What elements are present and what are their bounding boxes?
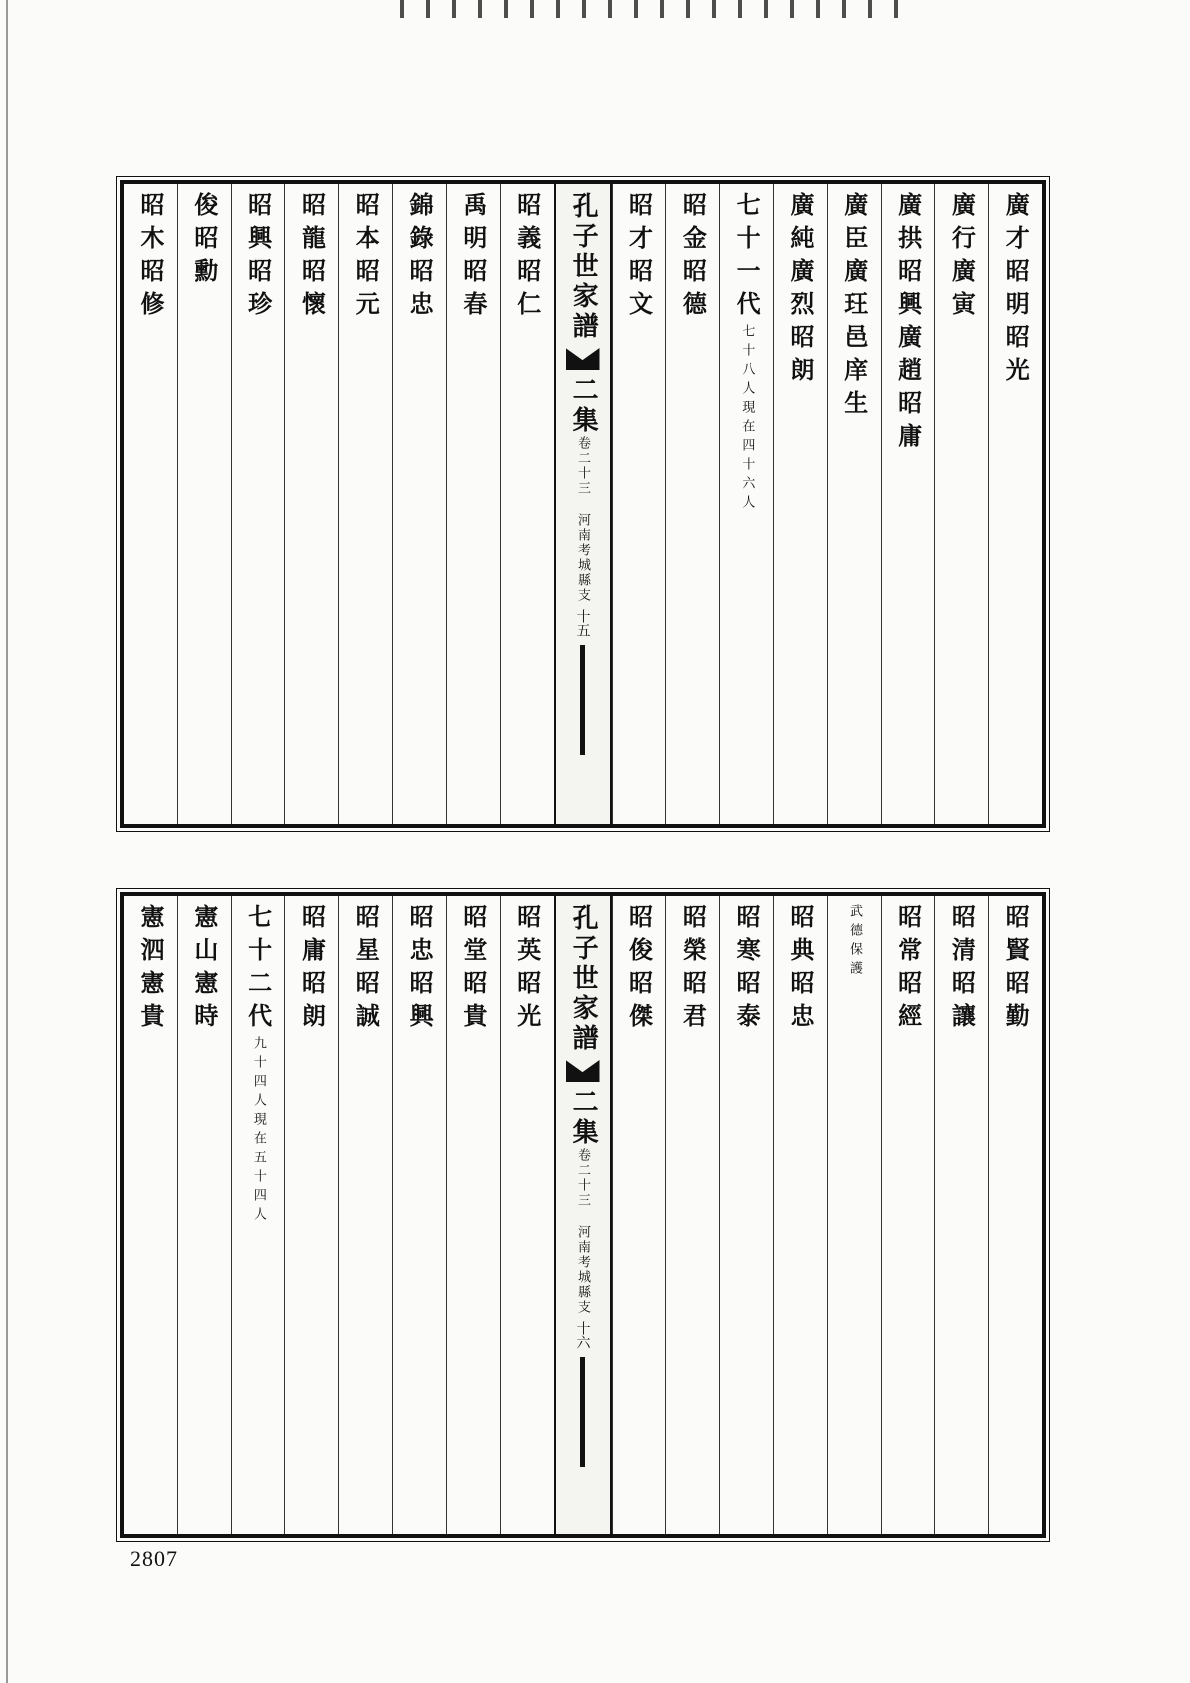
column-text: 昭堂 xyxy=(458,904,488,970)
top-cropped-marks xyxy=(400,0,920,18)
column-text: 昭讓 xyxy=(947,970,977,1036)
column-text: 昭興 xyxy=(243,192,273,258)
column-text: 憲泗 xyxy=(136,904,165,970)
text-column xyxy=(446,184,500,824)
text-column xyxy=(500,896,554,1534)
text-column xyxy=(177,896,231,1534)
column-text: 昭珍 xyxy=(243,258,273,324)
text-column xyxy=(612,896,666,1534)
page-panel-top xyxy=(120,180,1046,828)
column-text: 昭常 xyxy=(893,904,923,970)
column-text: 昭忠 xyxy=(785,970,815,1036)
folio-bar xyxy=(580,645,585,755)
column-text: 昭賢 xyxy=(1001,904,1031,970)
generation-column xyxy=(719,184,773,824)
column-text: 廣臣 xyxy=(839,192,869,258)
column-text: 憲時 xyxy=(189,970,219,1036)
column-text: 廣烈昭朗 xyxy=(785,258,815,390)
column-text: 昭文 xyxy=(624,258,654,324)
column-text: 禹明 xyxy=(458,192,488,258)
column-text: 昭元 xyxy=(351,258,381,324)
text-column xyxy=(934,184,988,824)
column-text: 廣才昭明昭光 xyxy=(1001,192,1031,390)
generation-heading: 七十二代 xyxy=(243,904,273,1036)
column-text: 廣趙昭庸 xyxy=(893,324,923,456)
collection-label: 二集 xyxy=(568,1088,599,1148)
column-text: 昭勤 xyxy=(1001,970,1031,1036)
column-text: 昭經 xyxy=(893,970,923,1036)
text-column xyxy=(881,896,935,1534)
scan-edge-line xyxy=(6,0,8,1683)
text-column xyxy=(124,896,177,1534)
column-text: 昭庸 xyxy=(297,904,327,970)
column-text: 昭俊 xyxy=(624,904,654,970)
column-text: 昭傑 xyxy=(624,970,654,1036)
column-text: 俊 xyxy=(189,192,219,225)
text-column xyxy=(612,184,666,824)
book-title: 孔子世家譜 xyxy=(568,192,599,342)
folio-number: 十五 xyxy=(574,609,591,637)
column-text: 昭龍 xyxy=(297,192,327,258)
generation-living: 現在五十四人 xyxy=(250,1112,266,1226)
text-column xyxy=(988,184,1042,824)
column-text: 昭典 xyxy=(785,904,815,970)
text-column xyxy=(881,184,935,824)
page-number: 2807 xyxy=(130,1546,178,1571)
collection-label: 二集 xyxy=(568,376,599,436)
column-text: 昭金 xyxy=(678,192,708,258)
generation-count: 七十八人 xyxy=(739,324,755,400)
column-text: 昭春 xyxy=(458,258,488,324)
page-panel-bottom xyxy=(120,892,1046,1538)
column-text: 昭木 xyxy=(136,192,165,258)
generation-living: 現在四十六人 xyxy=(739,400,755,514)
juan-place-label: 卷二十三 河南考城縣支 xyxy=(575,436,590,603)
column-text: 昭仁 xyxy=(512,258,542,324)
column-text: 昭星 xyxy=(351,904,381,970)
folio-bar xyxy=(580,1357,585,1467)
column-text: 昭泰 xyxy=(732,970,762,1036)
column-text: 昭才 xyxy=(624,192,654,258)
column-text: 昭本 xyxy=(351,192,381,258)
text-column xyxy=(284,184,338,824)
juan-place-label: 卷二十三 河南考城縣支 xyxy=(575,1148,590,1315)
text-column xyxy=(773,896,827,1534)
text-column xyxy=(446,896,500,1534)
column-text: 昭懷 xyxy=(297,258,327,324)
folio-number: 十六 xyxy=(574,1321,591,1349)
column-text: 昭英 xyxy=(512,904,542,970)
fishtail-mark xyxy=(566,348,600,370)
fishtail-mark xyxy=(566,1060,600,1082)
column-text: 廣行 xyxy=(947,192,977,258)
text-column xyxy=(773,184,827,824)
column-text: 昭修 xyxy=(136,258,165,324)
text-column xyxy=(392,896,446,1534)
center-title-column xyxy=(554,896,612,1534)
text-column xyxy=(827,184,881,824)
text-column xyxy=(124,184,177,824)
column-text: 錦錄 xyxy=(405,192,435,258)
column-text: 昭興 xyxy=(405,970,435,1036)
column-text: 昭勳 xyxy=(189,225,219,291)
column-small-text: 保護 xyxy=(846,942,862,980)
text-column xyxy=(338,896,392,1534)
text-column xyxy=(665,184,719,824)
text-column xyxy=(392,184,446,824)
column-text: 昭忠 xyxy=(405,258,435,324)
column-text: 昭榮 xyxy=(678,904,708,970)
text-column xyxy=(827,896,881,1534)
column-text: 昭光 xyxy=(512,970,542,1036)
text-column xyxy=(177,184,231,824)
column-text: 廣寅 xyxy=(947,258,977,324)
text-column xyxy=(665,896,719,1534)
column-text: 昭君 xyxy=(678,970,708,1036)
column-text: 昭貴 xyxy=(458,970,488,1036)
column-small-text: 武德 xyxy=(846,904,862,942)
text-column xyxy=(284,896,338,1534)
column-text: 昭朗 xyxy=(297,970,327,1036)
generation-count: 九十四人 xyxy=(250,1036,266,1112)
column-text: 廣拱昭興 xyxy=(893,192,923,324)
center-title-column xyxy=(554,184,612,824)
book-title: 孔子世家譜 xyxy=(568,904,599,1054)
text-column xyxy=(719,896,773,1534)
column-text: 憲山 xyxy=(189,904,219,970)
column-text: 昭義 xyxy=(512,192,542,258)
column-text: 昭誠 xyxy=(351,970,381,1036)
text-column xyxy=(231,184,285,824)
column-text: 昭德 xyxy=(678,258,708,324)
generation-column xyxy=(231,896,285,1534)
column-text: 昭忠 xyxy=(405,904,435,970)
column-text: 昭清 xyxy=(947,904,977,970)
text-column xyxy=(500,184,554,824)
column-text: 廣玨邑庠生 xyxy=(839,258,869,423)
text-column xyxy=(338,184,392,824)
text-column xyxy=(934,896,988,1534)
text-column xyxy=(988,896,1042,1534)
generation-heading: 七十一代 xyxy=(732,192,762,324)
column-text: 憲貴 xyxy=(136,970,165,1036)
column-text: 廣純 xyxy=(785,192,815,258)
column-text: 昭寒 xyxy=(732,904,762,970)
